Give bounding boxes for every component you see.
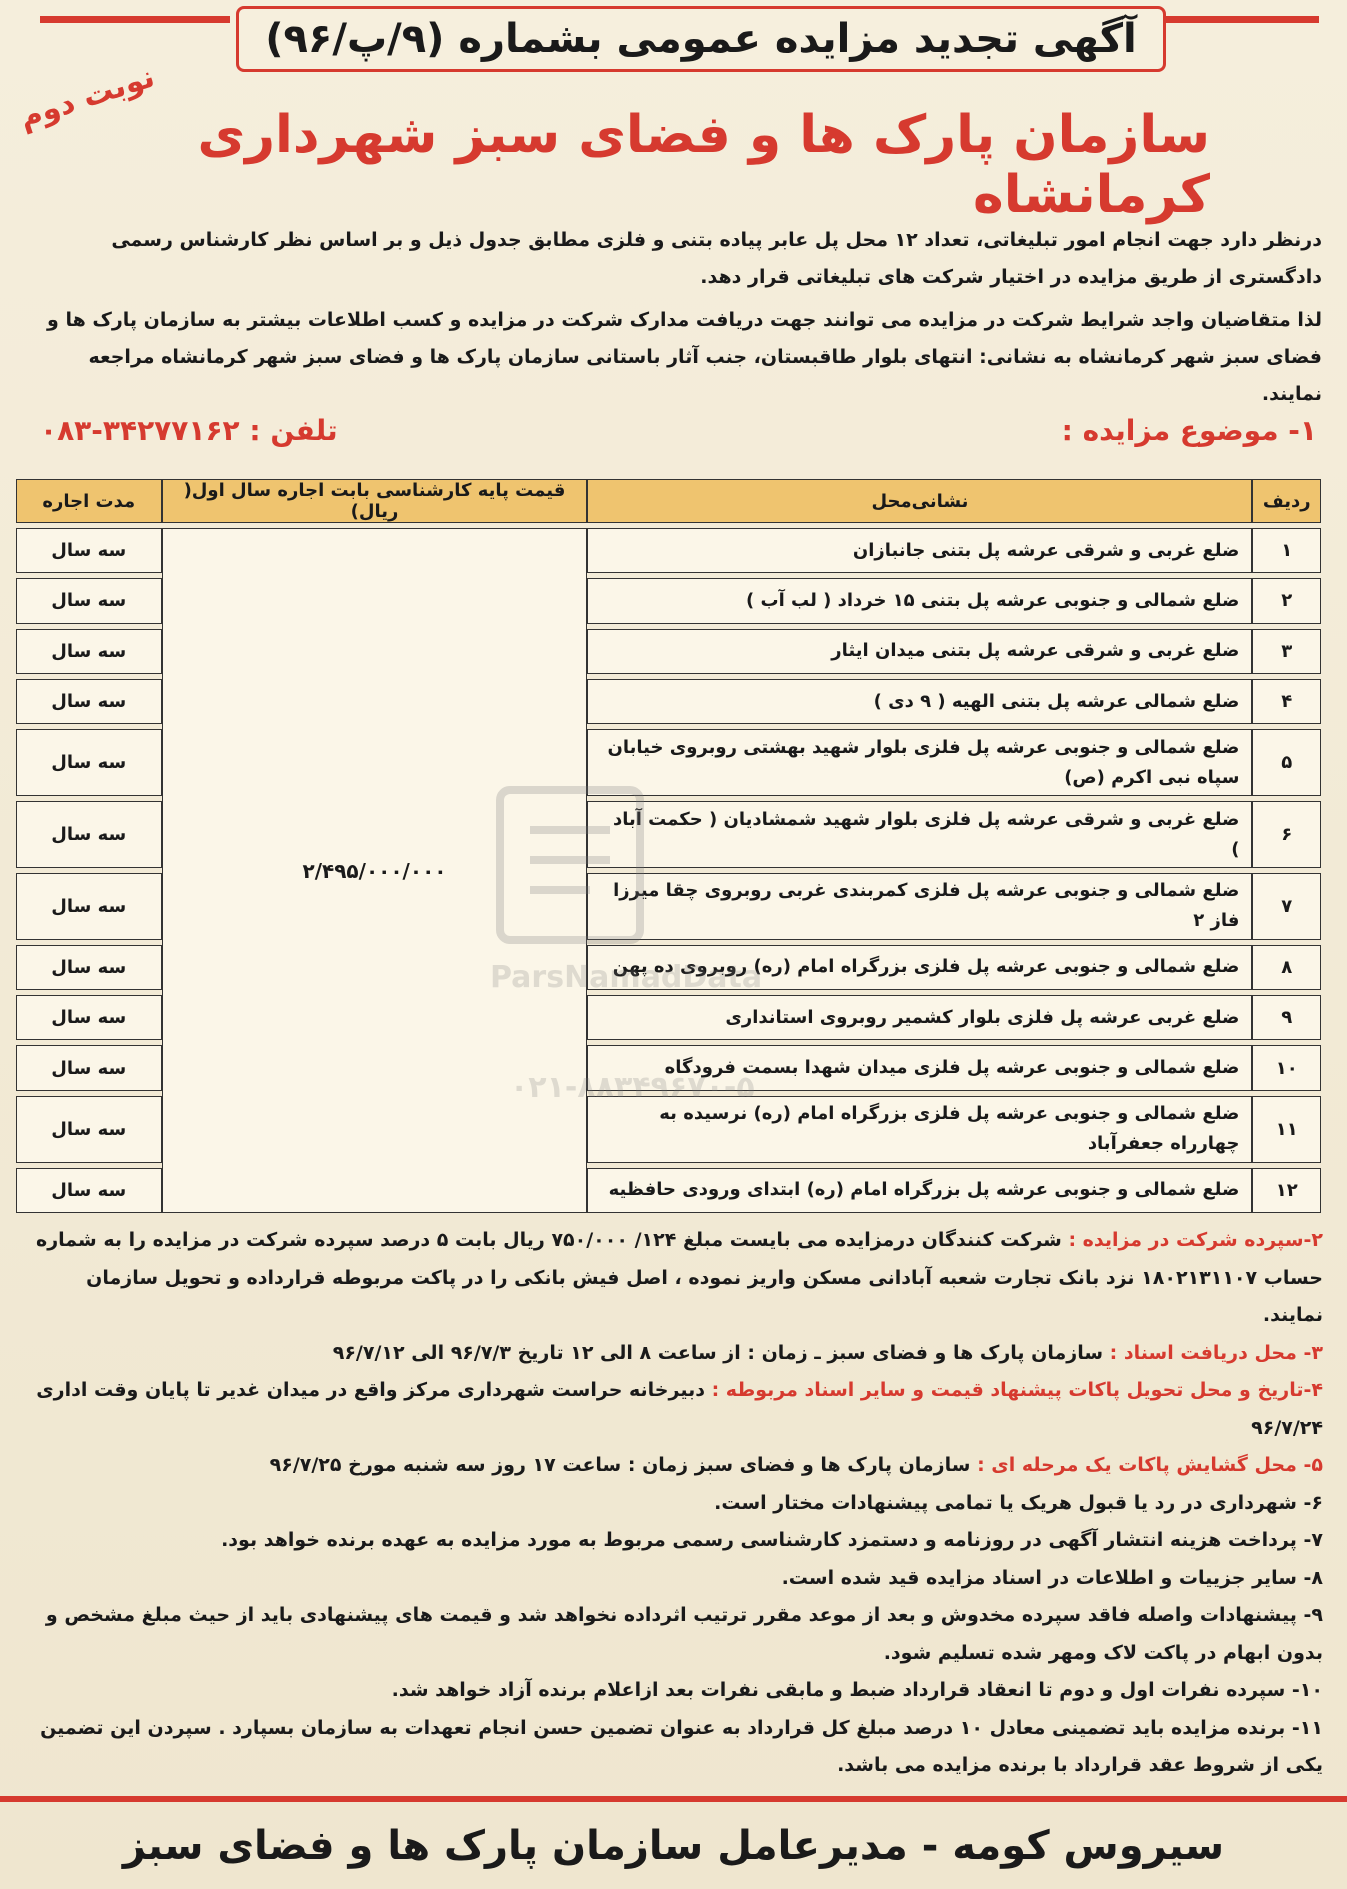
signature-footer: سیروس کومه - مدیرعامل سازمان پارک ها و فضای سبز [122,1823,1225,1869]
row-duration: سه سال [16,729,162,796]
base-price-cell: ۲/۴۹۵/۰۰۰/۰۰۰ [162,528,588,1213]
row-number: ۱ [1252,528,1321,573]
condition-label: ۴-تاریخ و محل تحویل پاکات پیشنهاد قیمت و سایر اسناد مربوطه : [711,1379,1323,1401]
row-address: ضلع غربی و شرقی عرشه پل بتنی جانبازان [587,528,1252,573]
row-number: ۲ [1252,578,1321,623]
row-duration: سه سال [16,1168,162,1213]
second-round-badge: نوبت دوم [15,59,159,136]
condition-text: ۸- سایر جزییات و اطلاعات در اسناد مزایده قید شده است. [781,1566,1323,1589]
title-box [236,6,1166,72]
row-address: ضلع شمالی و جنوبی عرشه پل فلزی بلوار شهید بهشتی روبروی خیابان سپاه نبی اکرم (ص) [587,729,1252,796]
condition-item [28,1672,1323,1710]
row-number: ۱۰ [1252,1045,1321,1090]
row-number: ۱۲ [1252,1168,1321,1213]
row-number: ۹ [1252,995,1321,1040]
row-address: ضلع شمالی و جنوبی عرشه پل فلزی بزرگراه امام (ره) روبروی ده پهن [587,945,1252,990]
condition-text: ۷- پرداخت هزینه انتشار آگهی در روزنامه و دستمزد کارشناسی رسمی مربوط به مورد مزایده به عهده برنده خواهد بود. [221,1529,1323,1551]
phone-number: تلفن : ۳۴۲۷۷۱۶۲-۰۸۳ [40,414,338,447]
top-rule-right [1151,16,1319,23]
row-duration: سه سال [16,1045,162,1090]
bottom-rule [0,1796,1347,1802]
row-address: ضلع غربی و شرقی عرشه پل بتنی میدان ایثار [587,629,1252,674]
condition-item [28,1335,1323,1373]
row-duration: سه سال [16,995,162,1040]
header-duration: مدت اجاره [16,479,162,523]
row-number: ۶ [1252,801,1321,868]
row-address: ضلع شمالی و جنوبی عرشه پل فلزی میدان شهدا بسمت فرودگاه [587,1045,1252,1090]
condition-item [28,1522,1323,1560]
row-number: ۱۱ [1252,1096,1321,1163]
watermark-phone: ۰۲۱-۸۸۳۴۹۶۷۰-۵ [510,1070,755,1105]
condition-item [28,1710,1323,1785]
condition-text: ۱۱- برنده مزایده باید تضمینی معادل ۱۰ درصد مبلغ کل قرارداد به عنوان تضمین حسن انجام تعهدات به سازمان بسپارد . سپردن این تضمین یکی از شروط عقد قرارداد با برنده مزایده می باشد. [40,1716,1323,1776]
watermark-brand: ParsNamadData [490,960,763,995]
condition-text: ۹- پیشنهادات واصله فاقد سپرده مخدوش و بعد از موعد مقرر ترتیب اثرداده نخواهد شد و قیمت های پیشنهادی باید از حیث مبلغ مشخص و بدون ابهام در پاکت لاک ومهر شده تسلیم شود. [45,1604,1323,1664]
condition-text: دبیرخانه حراست شهرداری مرکز واقع در میدان غدیر تا پایان وقت اداری ۹۶/۷/۲۴ [36,1379,1323,1439]
row-number: ۴ [1252,679,1321,724]
header-row-number: ردیف [1252,479,1321,523]
row-address: ضلع غربی عرشه پل فلزی بلوار کشمیر روبروی استانداری [587,995,1252,1040]
top-rule-left [40,16,230,23]
condition-text: ۶- شهرداری در رد یا قبول هریک یا تمامی پیشنهادات مختار است. [714,1491,1323,1514]
condition-item [28,1485,1323,1523]
row-duration: سه سال [16,945,162,990]
organization-title: سازمان پارک ها و فضای سبز شهرداری کرمانشاه [197,105,1210,225]
row-duration: سه سال [16,801,162,868]
condition-item [28,1372,1323,1447]
header-price: قیمت پایه کارشناسی بابت اجاره سال اول( ریال) [162,479,588,523]
row-duration: سه سال [16,629,162,674]
condition-text: ۱۰- سپرده نفرات اول و دوم تا انعقاد قرارداد ضبط و مابقی نفرات بعد ازاعلام برنده آزاد خواهد شد. [391,1679,1323,1701]
condition-text: سازمان پارک ها و فضای سبز زمان : ساعت ۱۷ روز سه شنبه مورخ ۹۶/۷/۲۵ [269,1454,978,1476]
row-duration: سه سال [16,1096,162,1163]
row-address: ضلع شمالی عرشه پل بتنی الهیه ( ۹ دی ) [587,679,1252,724]
row-duration: سه سال [16,578,162,623]
condition-label: ۲-سپرده شرکت در مزایده : [1068,1229,1323,1251]
intro-paragraph-1: درنظر دارد جهت انجام امور تبلیغاتی، تعداد ۱۲ محل پل عابر پیاده بتنی و فلزی مطابق جدول ذیل و بر اساس نظر کارشناس رسمی دادگستری از طریق مزایده در اختیار شرکت های تبلیغاتی قرار دهد. [111,229,1322,288]
page-title: آگهی تجدید مزایده عمومی بشماره (۹/پ/۹۶) [265,16,1137,62]
condition-item [28,1222,1323,1335]
row-address: ضلع شمالی و جنوبی عرشه پل بتنی ۱۵ خرداد ( لب آب ) [587,578,1252,623]
row-number: ۵ [1252,729,1321,796]
row-address: ضلع غربی و شرقی عرشه پل فلزی بلوار شهید شمشادیان ( حکمت آباد ) [587,801,1252,868]
row-duration: سه سال [16,873,162,940]
conditions-list [28,1222,1323,1785]
condition-text: شرکت کنندگان درمزایده می بایست مبلغ ۱۲۴/ ۷۵۰/۰۰۰ ریال بابت ۵ درصد سپرده شرکت در مزایده را به شماره حساب ۱۸۰۲۱۳۱۱۰۷ نزد بانک تجارت شعبه آبادانی مسکن واریز نموده ، اصل فیش بانکی را در پاکت مربوطه قرارداده و تحویل سازمان نمایند. [36,1229,1323,1326]
row-duration: سه سال [16,679,162,724]
condition-item [28,1597,1323,1672]
condition-label: ۵- محل گشایش پاکات یک مرحله ای : [977,1454,1323,1476]
row-duration: سه سال [16,528,162,573]
table-header-row [16,479,1321,523]
condition-item [28,1560,1323,1598]
subject-heading: ۱- موضوع مزایده : [1061,414,1317,447]
row-address: ضلع شمالی و جنوبی عرشه پل فلزی کمربندی غربی روبروی چقا میرزا فاز ۲ [587,873,1252,940]
row-number: ۸ [1252,945,1321,990]
row-number: ۷ [1252,873,1321,940]
condition-item [28,1447,1323,1485]
row-number: ۳ [1252,629,1321,674]
header-address: نشانی‌محل [587,479,1252,523]
row-address: ضلع شمالی و جنوبی عرشه پل فلزی بزرگراه امام (ره) نرسیده به چهارراه جعفرآباد [587,1096,1252,1163]
row-address: ضلع شمالی و جنوبی عرشه پل بزرگراه امام (ره) ابتدای ورودی حافظیه [587,1168,1252,1213]
condition-label: ۳- محل دریافت اسناد : [1109,1341,1323,1364]
bridges-table [16,474,1321,1218]
condition-text: سازمان پارک ها و فضای سبز ـ زمان : از ساعت ۸ الی ۱۲ تاریخ ۹۶/۷/۳ الی ۹۶/۷/۱۲ [332,1341,1110,1364]
intro-paragraph-2: لذا متقاضیان واجد شرایط شرکت در مزایده می توانند جهت دریافت مدارک شرکت در مزایده و کسب اطلاعات بیشتر به سازمان پارک ها و فضای سبز شهر کرمانشاه به نشانی: انتهای بلوار طاقبستان، جنب آثار باستانی سازمان پارک ها و فضای سبز شهر کرمانشاه مراجعه نمایند. [47,309,1322,405]
table-row [16,528,1321,573]
